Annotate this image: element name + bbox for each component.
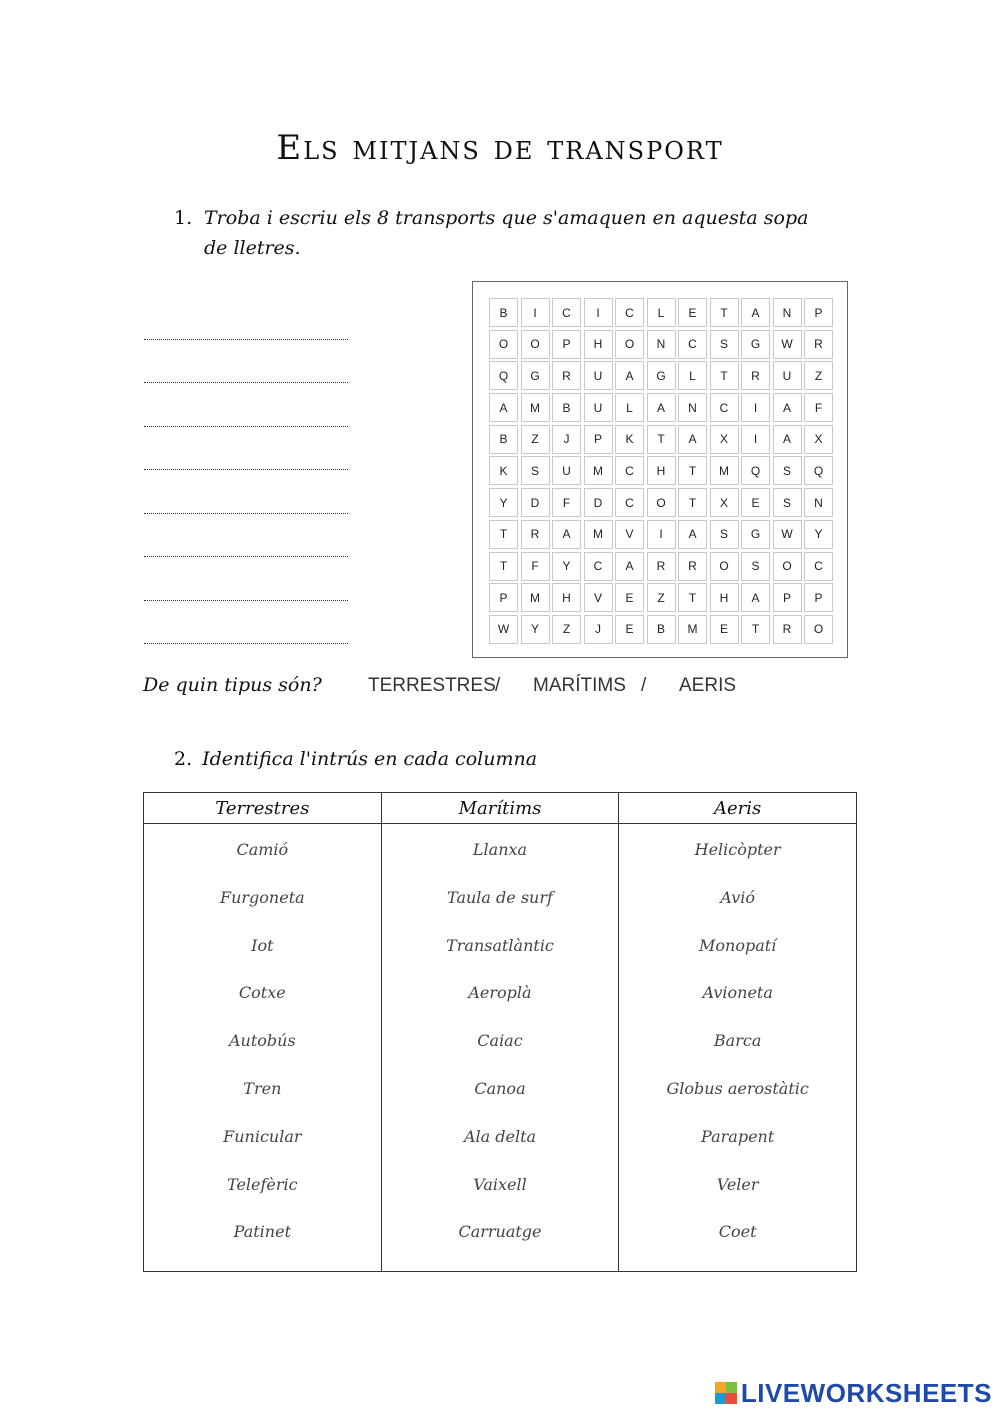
grid-cell[interactable]: Y [521,615,550,644]
grid-cell[interactable]: X [710,425,739,454]
grid-cell[interactable]: V [584,583,613,612]
grid-cell[interactable]: R [773,615,802,644]
types-question [0,674,1000,704]
grid-cell[interactable]: O [615,330,644,359]
grid-cell[interactable]: P [804,583,833,612]
grid-cell[interactable]: S [773,488,802,517]
column-item[interactable]: Tren [243,1078,282,1098]
grid-cell[interactable]: A [773,393,802,422]
grid-cell[interactable]: T [741,615,770,644]
column-header-terrestres: Terrestres [144,793,382,824]
brand-name: LIVEWORKSHEETS [740,1377,992,1408]
grid-cell[interactable]: R [521,520,550,549]
grid-cell[interactable]: A [552,520,581,549]
column-aeris [619,824,857,1272]
column-header-aeris: Aeris [619,793,857,824]
grid-cell[interactable]: A [615,552,644,581]
column-terrestres [144,824,382,1272]
grid-cell[interactable]: T [489,552,518,581]
logo-square [726,1382,737,1393]
column-item[interactable]: Caiac [477,1031,523,1051]
question-1 [174,203,814,263]
column-item[interactable]: Helicòpter [694,840,781,859]
answer-line-5[interactable] [144,513,348,514]
grid-cell[interactable]: D [584,488,613,517]
grid-cell[interactable]: M [584,456,613,485]
grid-cell[interactable]: K [489,456,518,485]
type-option-maritims[interactable]: MARÍTIMS [533,675,626,696]
grid-cell[interactable]: L [647,298,676,327]
grid-cell[interactable]: Q [741,456,770,485]
logo-square [726,1393,737,1404]
grid-cell[interactable]: T [710,298,739,327]
grid-cell[interactable]: A [741,583,770,612]
grid-cell[interactable]: J [552,425,581,454]
grid-cell[interactable]: F [552,488,581,517]
grid-cell[interactable]: P [489,583,518,612]
question-1-text: Troba i escriu els 8 transports que s'amaquen en aquesta sopa de lletres. [204,207,809,259]
grid-cell[interactable]: L [678,361,707,390]
column-item[interactable]: Autobús [228,1031,296,1051]
answer-line-4[interactable] [144,469,348,470]
grid-cell[interactable]: C [615,456,644,485]
grid-cell[interactable]: Q [804,456,833,485]
grid-cell[interactable]: M [521,583,550,612]
grid-cell[interactable]: C [804,552,833,581]
column-item[interactable]: Ala delta [463,1126,537,1146]
grid-cell[interactable]: Q [489,361,518,390]
answer-line-1[interactable] [144,339,348,340]
column-item[interactable]: Llanxa [472,840,528,859]
column-item[interactable]: Coet [718,1222,757,1242]
column-item[interactable]: Patinet [233,1222,291,1242]
grid-cell[interactable]: Z [804,361,833,390]
column-item[interactable]: Parapent [701,1126,775,1146]
grid-cell[interactable]: O [647,488,676,517]
grid-cell[interactable]: X [804,425,833,454]
grid-cell[interactable]: S [741,552,770,581]
grid-cell[interactable]: Y [804,520,833,549]
grid-cell[interactable]: C [615,488,644,517]
type-option-terrestres[interactable]: TERRESTRES [368,675,496,696]
grid-cell[interactable]: H [710,583,739,612]
column-item[interactable]: Transatlàntic [446,935,554,955]
brand-logo[interactable] [715,1378,992,1408]
grid-cell[interactable]: D [521,488,550,517]
grid-cell[interactable]: P [773,583,802,612]
grid-cell[interactable]: U [773,361,802,390]
column-item[interactable]: Funicular [223,1126,302,1146]
column-item[interactable]: Camió [236,840,289,859]
grid-cell[interactable]: N [773,298,802,327]
column-item[interactable]: Monopatí [699,935,777,955]
grid-cell[interactable]: N [804,488,833,517]
grid-cell[interactable]: C [615,298,644,327]
grid-cell[interactable]: W [489,615,518,644]
grid-cell[interactable]: K [615,425,644,454]
grid-cell[interactable]: I [521,298,550,327]
grid-cell[interactable]: X [710,488,739,517]
grid-cell[interactable]: M [521,393,550,422]
column-item[interactable]: Canoa [474,1078,526,1098]
question-2-text: Identifica l'intrús en cada columna [202,748,538,770]
grid-cell[interactable]: J [584,615,613,644]
grid-cell[interactable]: A [741,298,770,327]
grid-cell[interactable]: I [741,425,770,454]
grid-cell[interactable]: T [647,425,676,454]
grid-cell[interactable]: A [773,425,802,454]
grid-cell[interactable]: B [647,615,676,644]
grid-cell[interactable]: A [678,520,707,549]
grid-cell[interactable]: E [710,615,739,644]
grid-cell[interactable]: Y [552,552,581,581]
grid-cell[interactable]: T [489,520,518,549]
question-1-number: 1. [174,207,193,229]
grid-cell[interactable]: W [773,330,802,359]
grid-cell[interactable]: T [710,361,739,390]
word-search-grid [488,297,835,646]
grid-cell[interactable]: B [489,298,518,327]
grid-cell[interactable]: S [521,456,550,485]
answer-line-6[interactable] [144,556,348,557]
grid-cell[interactable]: E [615,615,644,644]
grid-cell[interactable]: M [678,615,707,644]
grid-cell[interactable]: E [741,488,770,517]
grid-cell[interactable]: T [678,583,707,612]
column-maritims [381,824,619,1272]
grid-cell[interactable]: E [678,298,707,327]
column-item[interactable]: Avió [720,887,755,907]
grid-cell[interactable]: S [710,330,739,359]
answer-line-8[interactable] [144,643,348,644]
grid-cell[interactable]: Z [521,425,550,454]
grid-cell[interactable]: M [584,520,613,549]
answer-line-2[interactable] [144,382,348,383]
column-item[interactable]: Cotxe [238,983,286,1003]
grid-cell[interactable]: T [678,456,707,485]
type-separator: / [641,675,647,696]
column-item[interactable]: Avioneta [702,983,773,1003]
grid-cell[interactable]: S [710,520,739,549]
grid-cell[interactable]: C [678,330,707,359]
grid-cell[interactable]: P [804,298,833,327]
grid-cell[interactable]: S [773,456,802,485]
grid-cell[interactable]: A [615,361,644,390]
column-item[interactable]: Carruatge [458,1222,542,1242]
column-item[interactable]: Vaixell [473,1174,527,1194]
type-option-aeris[interactable]: AERIS [679,675,737,696]
grid-cell[interactable]: U [552,456,581,485]
grid-cell[interactable]: O [710,552,739,581]
column-item[interactable]: Taula de surf [447,887,553,907]
page-title: Els mitjans de transport [276,128,724,168]
column-item[interactable]: Barca [713,1031,762,1051]
liveworksheets-logo-icon [715,1382,737,1404]
logo-square [715,1382,726,1393]
grid-cell[interactable]: R [552,361,581,390]
grid-cell[interactable]: Z [647,583,676,612]
grid-cell[interactable]: N [678,393,707,422]
column-item[interactable]: Furgoneta [219,887,305,907]
intruder-table [143,792,857,1272]
grid-cell[interactable]: F [521,552,550,581]
logo-square [715,1393,726,1404]
question-2 [174,748,537,770]
column-header-maritims: Marítims [381,793,619,824]
grid-cell[interactable]: U [584,361,613,390]
column-item[interactable]: Aeroplà [468,983,532,1003]
answer-line-3[interactable] [144,426,348,427]
grid-cell[interactable]: Z [552,615,581,644]
grid-cell[interactable]: G [741,330,770,359]
grid-cell[interactable]: V [615,520,644,549]
grid-cell[interactable]: B [489,425,518,454]
types-question-label: De quin tipus són? [143,674,322,696]
grid-cell[interactable]: G [647,361,676,390]
column-item[interactable]: Globus aerostàtic [666,1078,809,1098]
grid-cell[interactable]: T [678,488,707,517]
grid-cell[interactable]: P [584,425,613,454]
grid-cell[interactable]: O [521,330,550,359]
grid-cell[interactable]: O [489,330,518,359]
column-item[interactable]: Telefèric [227,1174,298,1194]
grid-cell[interactable]: C [710,393,739,422]
grid-cell[interactable]: G [741,520,770,549]
grid-cell[interactable]: A [489,393,518,422]
grid-cell[interactable]: G [521,361,550,390]
type-separator: / [495,675,501,696]
grid-cell[interactable]: B [552,393,581,422]
word-search-box [472,281,848,658]
grid-cell[interactable]: H [647,456,676,485]
grid-cell[interactable]: N [647,330,676,359]
grid-cell[interactable]: H [552,583,581,612]
question-2-number: 2. [174,748,193,770]
grid-cell[interactable]: I [741,393,770,422]
grid-cell[interactable]: A [678,425,707,454]
grid-cell[interactable]: Y [489,488,518,517]
grid-cell[interactable]: A [647,393,676,422]
grid-cell[interactable]: R [678,552,707,581]
grid-cell[interactable]: M [710,456,739,485]
grid-cell[interactable]: E [615,583,644,612]
grid-cell[interactable]: H [584,330,613,359]
grid-cell[interactable]: F [804,393,833,422]
grid-cell[interactable]: O [804,615,833,644]
grid-cell[interactable]: C [584,552,613,581]
grid-cell[interactable]: P [552,330,581,359]
grid-cell[interactable]: C [552,298,581,327]
column-item[interactable]: Iot [251,935,274,955]
grid-cell[interactable]: R [647,552,676,581]
grid-cell[interactable]: I [647,520,676,549]
grid-cell[interactable]: W [773,520,802,549]
answer-line-7[interactable] [144,600,348,601]
grid-cell[interactable]: R [804,330,833,359]
grid-cell[interactable]: U [584,393,613,422]
grid-cell[interactable]: O [773,552,802,581]
grid-cell[interactable]: L [615,393,644,422]
column-item[interactable]: Veler [716,1174,759,1194]
grid-cell[interactable]: R [741,361,770,390]
grid-cell[interactable]: I [584,298,613,327]
